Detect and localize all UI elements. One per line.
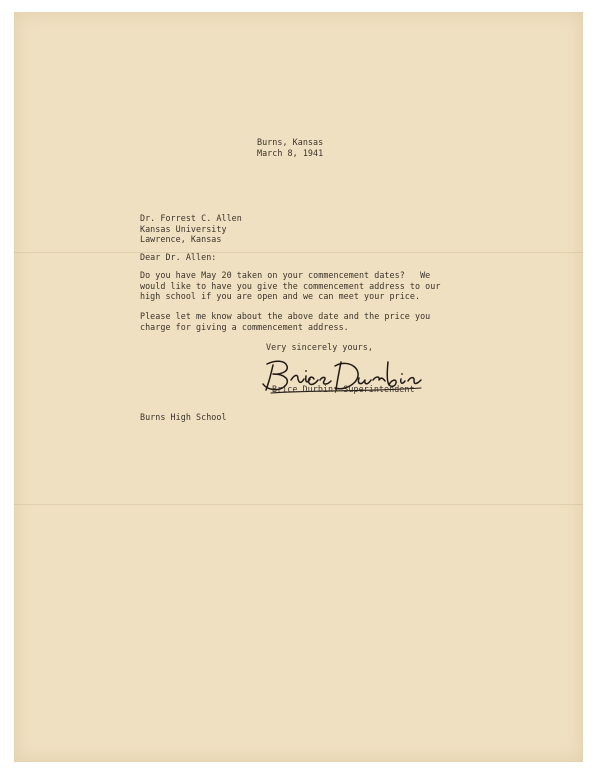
recipient-address	[140, 213, 242, 245]
recipient-institution: Kansas University	[140, 223, 227, 234]
body-paragraph-2	[140, 311, 430, 332]
paragraph-line: Do you have May 20 taken on your commencement dates? We	[140, 270, 431, 280]
closing: Very sincerely yours,	[266, 342, 373, 352]
paper-fold-line	[14, 504, 583, 505]
paragraph-line: would like to have you give the commencement address to our	[140, 280, 441, 291]
salutation: Dear Dr. Allen:	[140, 252, 217, 262]
paper-fold-line	[14, 252, 583, 253]
signer-name-title: Brice Durbin, Superintendent	[272, 384, 415, 394]
paragraph-line: charge for giving a commencement address.	[140, 321, 349, 332]
paragraph-line: high school if you are open and we can meet your price.	[140, 291, 421, 301]
letter-date: March 8, 1941	[257, 148, 324, 158]
letter-place: Burns, Kansas	[257, 137, 324, 147]
paragraph-line: Please let me know about the above date and the price you	[140, 311, 431, 321]
body-paragraph-1	[140, 270, 440, 302]
recipient-city: Lawrence, Kansas	[140, 234, 222, 244]
recipient-name: Dr. Forrest C. Allen	[140, 213, 242, 223]
school-name: Burns High School	[140, 412, 227, 422]
